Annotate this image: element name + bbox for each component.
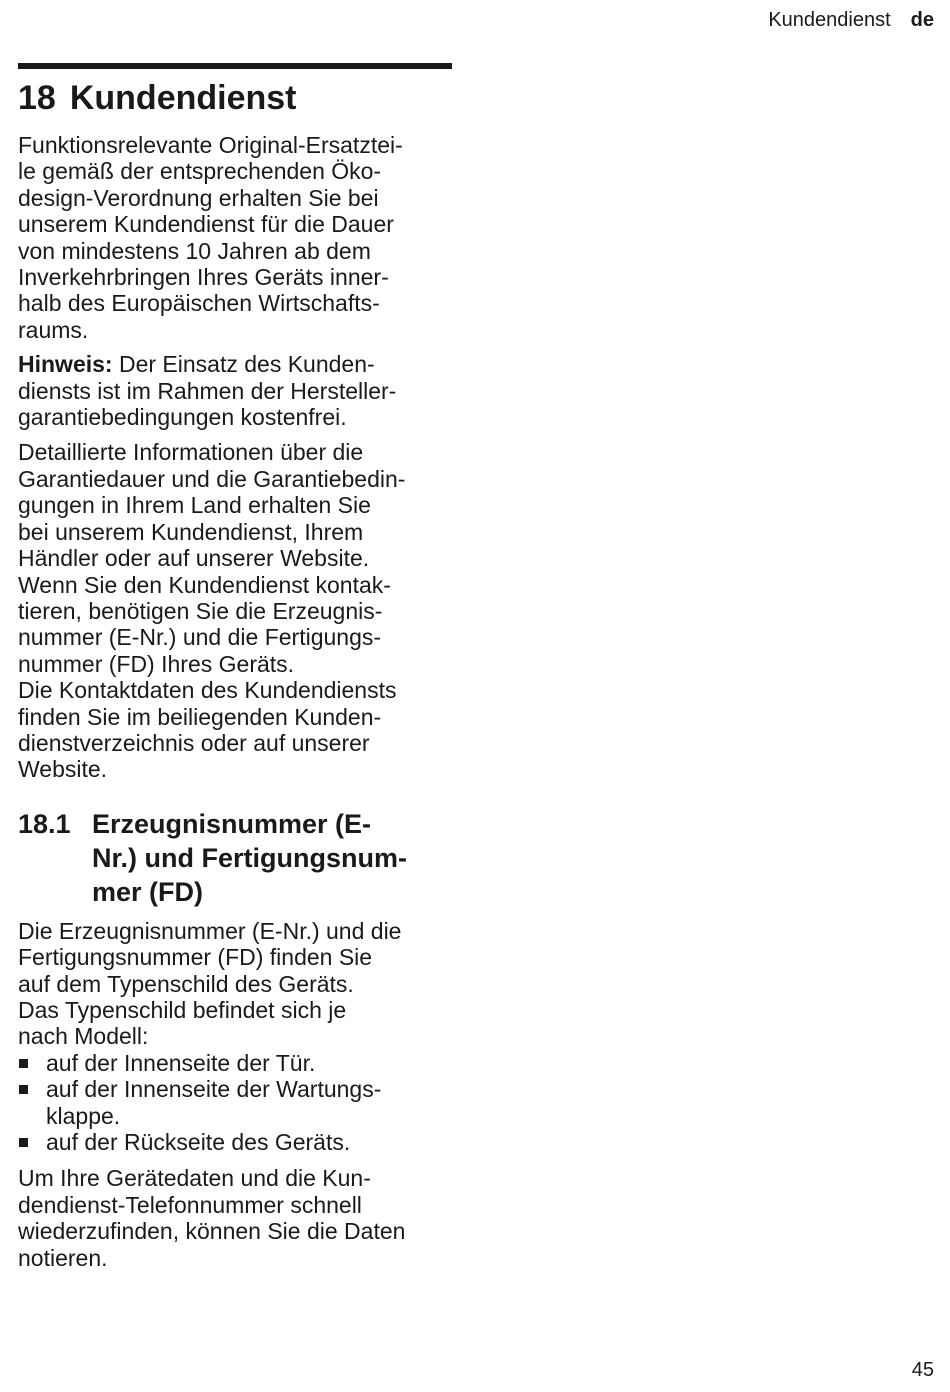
text-line: dendienst-Telefonnummer schnell: [18, 1191, 362, 1218]
text-line: auf der Rückseite des Geräts.: [46, 1129, 351, 1155]
text-line: klappe.: [46, 1102, 121, 1129]
subsection-number: 18.1: [18, 808, 71, 839]
text-line: Das Typenschild befindet sich je: [18, 996, 347, 1023]
text-line: nummer (E-Nr.) und die Fertigungs-: [18, 624, 382, 651]
page-number: 45: [911, 1359, 934, 1381]
list-item: [18, 1050, 452, 1076]
text-line: gungen in Ihrem Land erhalten Sie: [18, 492, 371, 519]
text-line: unserem Kundendienst für die Dauer: [18, 211, 394, 238]
text-line: Um Ihre Gerätedaten und die Kun-: [18, 1165, 371, 1192]
text-line: Website.: [18, 756, 108, 783]
text-line: Die Erzeugnisnummer (E-Nr.) und die: [18, 917, 402, 944]
text-line: Die Kontaktdaten des Kundendiensts: [18, 677, 397, 704]
note-text: Der Einsatz des Kunden-: [112, 351, 375, 378]
text-line: Detaillierte Informationen über die: [18, 439, 364, 466]
text-line: Fertigungsnummer (FD) finden Sie: [18, 944, 373, 971]
square-bullet-icon: [19, 1138, 28, 1147]
text-line: diensts ist im Rahmen der Hersteller-: [18, 377, 397, 404]
text-line: auf der Innenseite der Wartungs-: [46, 1076, 382, 1103]
warranty-paragraph: [18, 439, 452, 782]
type-plate-paragraph: [18, 918, 452, 1050]
text-line: le gemäß der entsprechenden Öko-: [18, 158, 382, 185]
subsection-title-line: Erzeugnisnummer (E-: [92, 808, 372, 839]
text-line: finden Sie im beiliegenden Kunden-: [18, 703, 382, 730]
text-line: garantiebedingungen kostenfrei.: [18, 404, 347, 431]
text-line: wiederzufinden, können Sie die Daten: [18, 1218, 406, 1245]
note-paragraph: [18, 351, 452, 430]
intro-paragraph: [18, 132, 452, 343]
text-line: raums.: [18, 316, 89, 343]
main-column: [18, 63, 452, 1271]
text-line: von mindestens 10 Jahren ab dem: [18, 237, 371, 264]
text-line: design-Verordnung erhalten Sie bei: [18, 184, 379, 211]
chapter-heading: [18, 76, 452, 120]
text-line: halb des Europäischen Wirtschafts-: [18, 290, 380, 317]
text-line: notieren.: [18, 1244, 108, 1271]
text-line: auf der Innenseite der Tür.: [46, 1049, 316, 1076]
text-line: tieren, benötigen Sie die Erzeugnis-: [18, 597, 383, 624]
chapter-rule: [18, 63, 452, 69]
list-item: [18, 1129, 452, 1155]
square-bullet-icon: [19, 1085, 28, 1094]
note-label: Hinweis:: [18, 351, 113, 378]
subsection-heading: [18, 807, 452, 909]
text-line: dienstverzeichnis oder auf unserer: [18, 729, 370, 756]
location-list: [18, 1050, 452, 1156]
chapter-title: Kundendienst: [69, 79, 297, 117]
text-line: auf dem Typenschild des Geräts.: [18, 970, 354, 997]
subsection-title: [92, 807, 407, 909]
square-bullet-icon: [19, 1059, 28, 1068]
subsection-title-line: mer (FD): [92, 876, 204, 907]
text-line: Inverkehrbringen Ihres Geräts inner-: [18, 264, 389, 291]
running-header: [768, 8, 934, 32]
closing-paragraph: [18, 1165, 452, 1271]
running-header-language: de: [910, 9, 934, 31]
text-line: Funktionsrelevante Original-Ersatztei-: [18, 132, 403, 158]
subsection-title-line: Nr.) und Fertigungsnum-: [92, 842, 407, 873]
text-line: nach Modell:: [18, 1023, 149, 1050]
text-line: Wenn Sie den Kundendienst kontak-: [18, 571, 391, 598]
chapter-number: 18: [18, 79, 56, 117]
list-item: [18, 1076, 452, 1129]
running-header-section: Kundendienst: [768, 9, 891, 31]
text-line: Händler oder auf unserer Website.: [18, 545, 370, 572]
text-line: nummer (FD) Ihres Geräts.: [18, 650, 295, 677]
text-line: Garantiedauer und die Garantiebedin-: [18, 465, 406, 492]
text-line: bei unserem Kundendienst, Ihrem: [18, 518, 364, 545]
text-line: [18, 351, 452, 377]
